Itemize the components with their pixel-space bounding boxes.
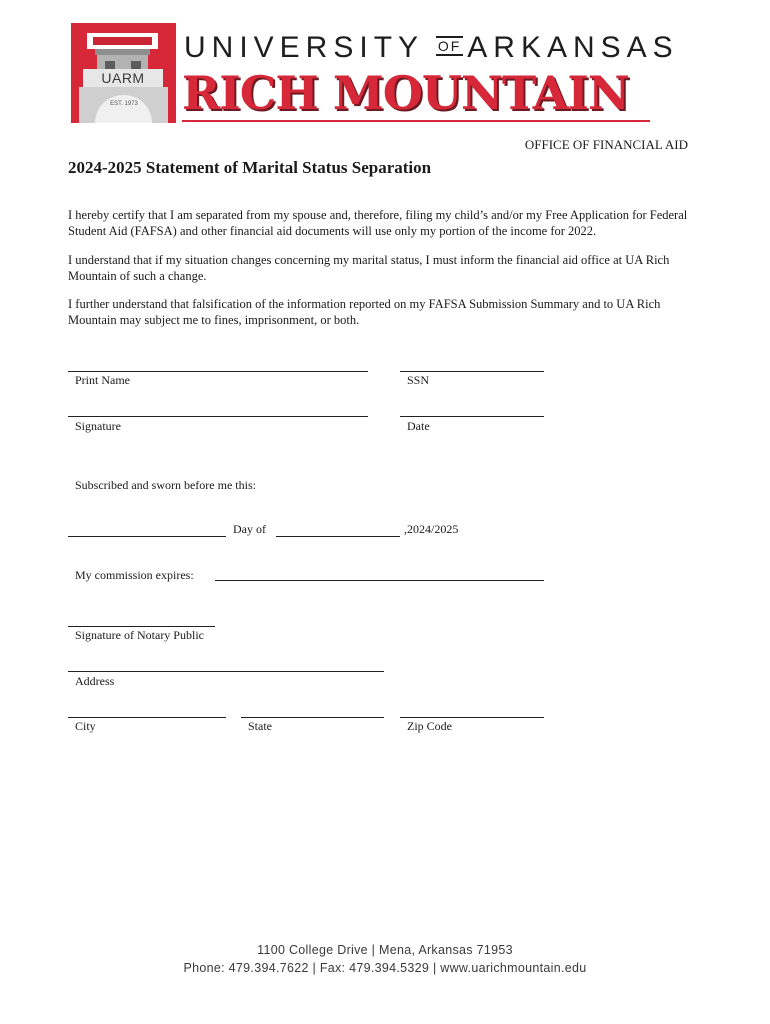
office-label: OFFICE OF FINANCIAL AID [524,137,688,152]
logo-sign-text: UARM [83,69,163,87]
logo-est-text: EST. 1973 [110,101,138,107]
footer-contact: Phone: 479.394.7622 | Fax: 479.394.5329 | www.uarichmountain.edu [183,961,587,975]
print-name-label: Print Name [75,373,130,387]
logo-underline [182,120,650,122]
zip-code-field[interactable] [400,717,544,718]
logo-university-text: UNIVERSITY OF ARKANSAS [184,31,679,64]
date-field[interactable] [400,416,544,417]
notary-signature-field[interactable] [68,626,215,627]
notary-signature-label: Signature of Notary Public [75,628,204,642]
falsification-paragraph: I further understand that falsification of the information reported on my FAFSA Submission Summary and to UA Rich Mountain may subject me to fines, imprisonment, or both. [68,297,661,327]
logo-building-mark [71,23,176,123]
subscribed-sworn-label: Subscribed and sworn before me this: [75,478,256,492]
signature-label: Signature [75,419,121,433]
commission-expires-label: My commission expires: [75,568,194,582]
commission-expires-field[interactable] [215,580,544,581]
city-label: City [75,719,96,733]
day-field[interactable] [68,536,226,537]
ssn-field[interactable] [400,371,544,372]
month-field[interactable] [276,536,400,537]
ssn-label: SSN [407,373,430,387]
address-field[interactable] [68,671,384,672]
change-notice-paragraph: I understand that if my situation changes concerning my marital status, I must inform the financial aid office at UA Rich Mountain of such a change. [68,253,670,283]
day-of-label: Day of [233,522,266,536]
zip-code-label: Zip Code [407,719,452,733]
state-label: State [248,719,272,733]
city-field[interactable] [68,717,226,718]
state-field[interactable] [241,717,384,718]
signature-field[interactable] [68,416,368,417]
document-title: 2024-2025 Statement of Marital Status Separation [68,158,432,177]
print-name-field[interactable] [68,371,368,372]
date-label: Date [407,419,430,433]
address-label: Address [75,674,115,688]
logo-rich-mountain-text: RICH MOUNTAIN [182,66,629,120]
footer-address: 1100 College Drive | Mena, Arkansas 71953 [257,943,513,957]
year-label: ,2024/2025 [404,522,459,536]
certification-paragraph: I hereby certify that I am separated from my spouse and, therefore, filing my child’s and/or my Free Application for Federal Student Aid (FAFSA) and other financial aid documents will use only my portion of the income for 2022. [68,208,688,238]
